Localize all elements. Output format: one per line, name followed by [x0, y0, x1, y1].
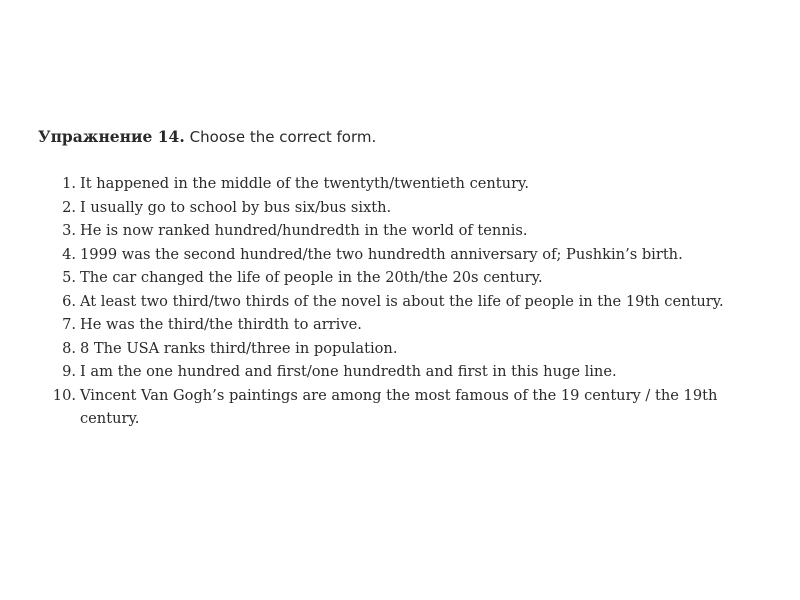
- exercise-item-1: [48, 172, 768, 196]
- item-number: 5.: [62, 269, 76, 286]
- item-text: At least two third/two thirds of the novel is about the life of people in the 19th century.: [80, 292, 724, 310]
- item-text: Vincent Van Gogh’s paintings are among the most famous of the 19 century / the 19th century.: [80, 386, 718, 427]
- item-text: He was the third/the thirdth to arrive.: [80, 316, 362, 333]
- exercise-item-7: [48, 313, 768, 337]
- exercise-instruction: Choose the correct form.: [189, 128, 377, 146]
- exercise-item-6: [48, 290, 768, 314]
- exercise-label: Упражнение 14.: [38, 127, 185, 146]
- item-number: 7.: [62, 316, 76, 333]
- item-text: 8 The USA ranks third/three in population.: [80, 339, 398, 357]
- exercise-item-9: [48, 360, 768, 384]
- exercise-item-8: [48, 337, 768, 361]
- item-text: I usually go to school by bus six/bus sixth.: [80, 198, 392, 216]
- item-number: 1.: [62, 175, 76, 192]
- exercise-item-3: [48, 219, 768, 243]
- item-number: 8.: [62, 339, 76, 357]
- exercise-item-10: [48, 384, 770, 431]
- item-number: 6.: [62, 292, 76, 310]
- exercise-item-5: [48, 266, 768, 290]
- exercise-list: [48, 172, 768, 431]
- item-number: 10.: [52, 386, 76, 404]
- item-text: He is now ranked hundred/hundredth in the world of tennis.: [80, 222, 528, 239]
- item-number: 3.: [62, 222, 76, 239]
- item-text: It happened in the middle of the twentyth/twentieth century.: [80, 175, 529, 192]
- item-number: 2.: [62, 198, 76, 216]
- exercise-item-2: [48, 196, 768, 220]
- item-text: I am the one hundred and first/one hundredth and first in this huge line.: [80, 363, 617, 380]
- exercise-item-4: [48, 243, 768, 267]
- item-number: 9.: [62, 363, 76, 380]
- item-text: 1999 was the second hundred/the two hundredth anniversary of; Pushkin’s birth.: [80, 245, 683, 263]
- item-number: 4.: [62, 245, 76, 263]
- item-text: The car changed the life of people in the 20th/the 20s century.: [80, 269, 543, 286]
- exercise-heading: [38, 126, 376, 148]
